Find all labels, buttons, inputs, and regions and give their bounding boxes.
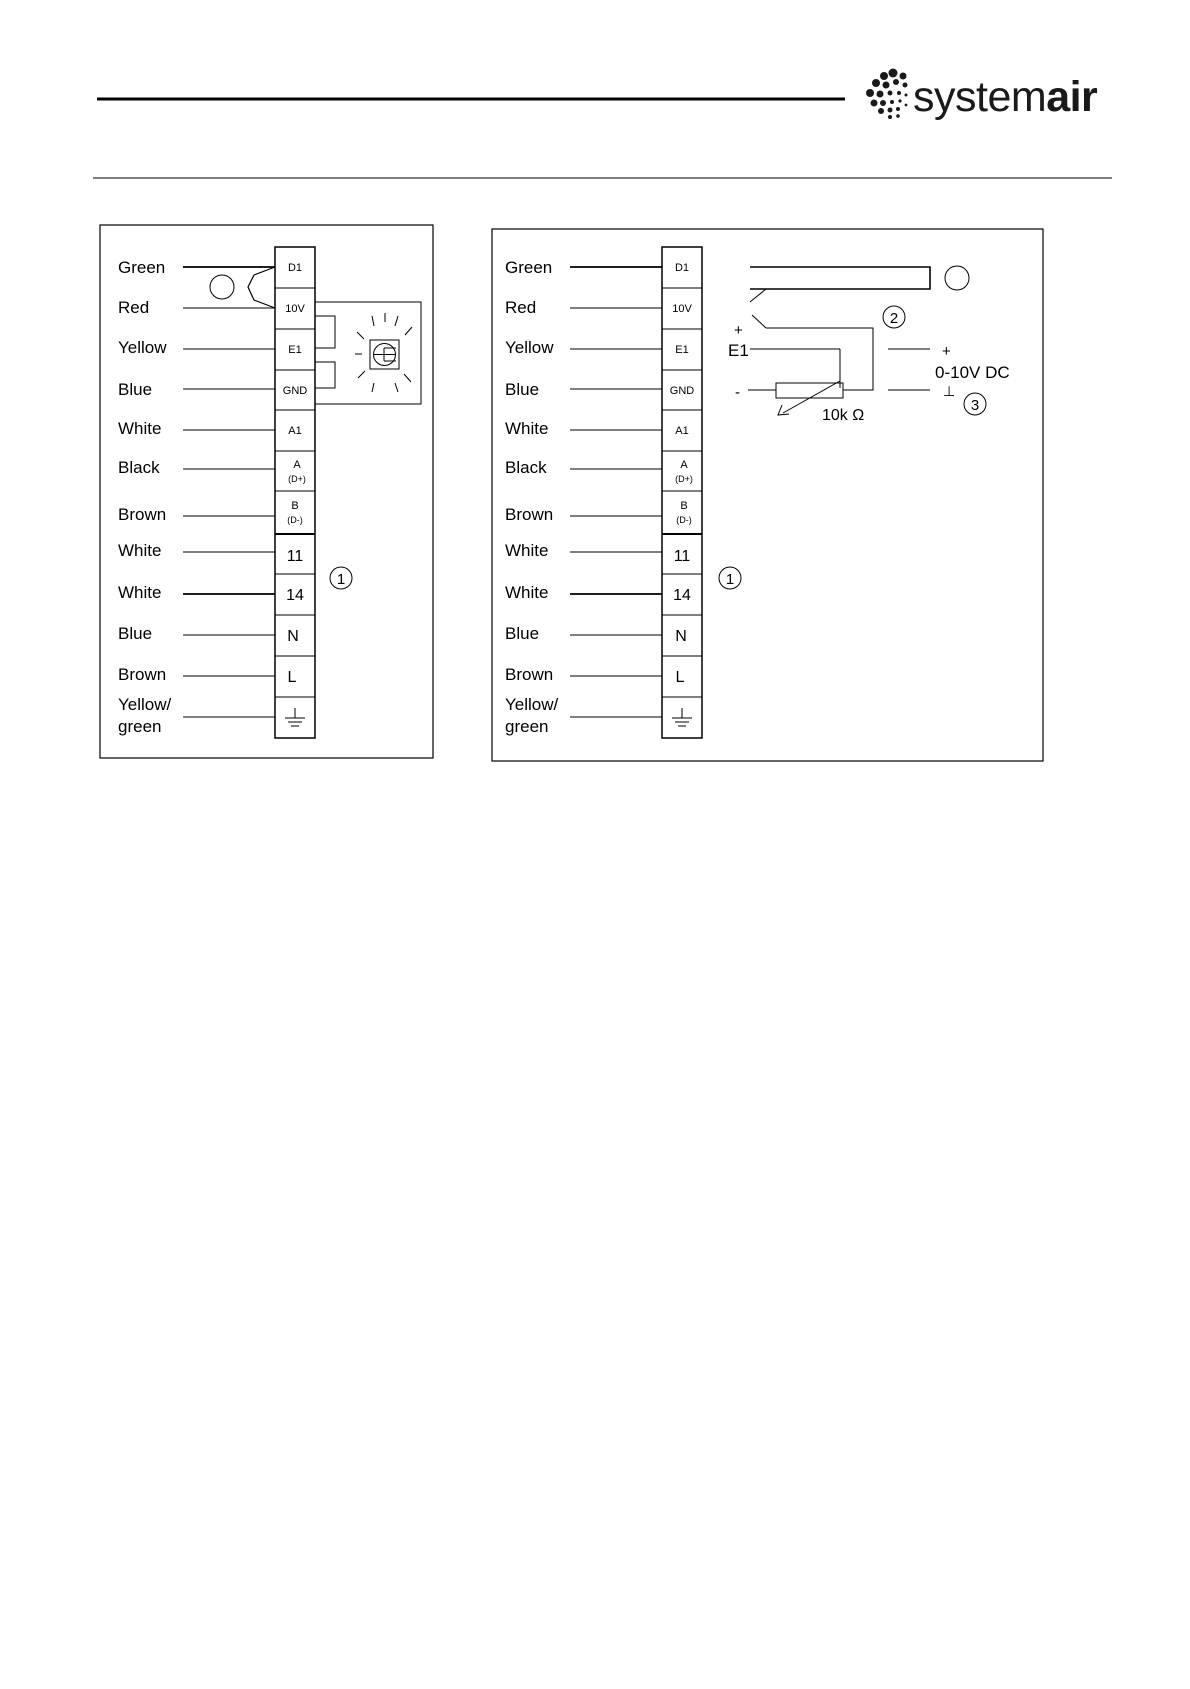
label-brown-l: Brown <box>118 665 167 684</box>
label-yellow: Yellow <box>118 338 167 357</box>
left-terminal-block <box>275 247 315 738</box>
callout-1-left: 1 <box>336 571 346 588</box>
terminal-b-sub-r: (D-) <box>676 515 692 525</box>
terminal-d1-r: D1 <box>674 262 690 274</box>
terminal-n-r: N <box>675 628 687 645</box>
plus-sign-e1: + <box>734 322 743 339</box>
label-white-a1: White <box>118 419 162 438</box>
label-yellow-green-1-r: Yellow/ <box>505 695 559 714</box>
label-black-r: Black <box>505 458 547 477</box>
terminal-b: B <box>291 500 299 512</box>
terminal-11: 11 <box>286 548 304 565</box>
terminal-a1: A1 <box>288 425 302 437</box>
terminal-a1-r: A1 <box>675 425 689 437</box>
callout-3: 3 <box>970 397 980 414</box>
callout-2: 2 <box>889 310 899 327</box>
callout-1-right: 1 <box>725 571 735 588</box>
terminal-14-r: 14 <box>673 587 691 604</box>
terminal-10v: 10V <box>285 303 305 315</box>
label-white-14-r: White <box>505 583 549 602</box>
logo-system: system <box>913 73 1047 121</box>
terminal-e1: E1 <box>288 344 302 356</box>
terminal-a-sub-r: (D+) <box>675 474 693 484</box>
label-white-11: White <box>118 541 162 560</box>
jumper-wire <box>248 267 275 308</box>
systemair-logo <box>866 69 1098 122</box>
label-yellow-green-1: Yellow/ <box>118 695 172 714</box>
logo-dots-icon <box>866 69 908 120</box>
label-yellow-green-2-r: green <box>505 717 549 736</box>
d1-loop-circle-icon <box>945 266 969 290</box>
terminal-14: 14 <box>286 587 304 604</box>
terminal-a-sub: (D+) <box>288 474 306 484</box>
right-wires <box>570 267 662 717</box>
label-blue-n: Blue <box>118 624 153 643</box>
label-green-r: Green <box>505 258 553 277</box>
label-brown-l-r: Brown <box>505 665 554 684</box>
label-black: Black <box>118 458 160 477</box>
right-frame <box>492 229 1043 761</box>
label-green: Green <box>118 258 166 277</box>
earth-ground-icon-r <box>672 708 692 726</box>
label-brown-b: Brown <box>118 505 167 524</box>
label-blue-r: Blue <box>505 380 540 399</box>
logo-wordmark <box>913 73 1098 121</box>
terminal-l-r: L <box>675 669 685 686</box>
left-diagram <box>100 225 433 758</box>
left-wires <box>183 267 275 717</box>
label-red-r: Red <box>505 298 537 317</box>
terminal-e1-r: E1 <box>675 344 689 356</box>
terminal-a: A <box>293 459 301 471</box>
dc-plus-sign: + <box>942 343 951 360</box>
minus-sign: - <box>735 384 740 401</box>
label-yellow-green-2: green <box>118 717 162 736</box>
terminal-gnd-r: GND <box>669 385 695 397</box>
dc-voltage-label: 0-10V DC <box>935 363 1010 382</box>
earth-ground-icon <box>285 708 305 726</box>
external-circuit <box>748 267 930 415</box>
e1-label: E1 <box>728 341 749 360</box>
label-yellow-r: Yellow <box>505 338 554 357</box>
switch-lower <box>752 315 766 328</box>
label-blue-n-r: Blue <box>505 624 540 643</box>
dc-ground-symbol: ⊥ <box>943 383 956 399</box>
potentiometer-box <box>315 302 421 404</box>
label-blue: Blue <box>118 380 153 399</box>
terminal-d1: D1 <box>287 262 303 274</box>
switch-to-ground-wire <box>766 328 873 390</box>
terminal-l: L <box>287 669 297 686</box>
logo-air: air <box>1046 73 1098 121</box>
right-diagram <box>492 229 1043 761</box>
label-brown-b-r: Brown <box>505 505 554 524</box>
label-white-a1-r: White <box>505 419 549 438</box>
terminal-gnd: GND <box>282 385 308 397</box>
d1-loop-wire <box>750 267 930 289</box>
jumper-circle-icon <box>210 275 234 299</box>
right-terminal-block <box>662 247 702 738</box>
resistor-label: 10k Ω <box>822 407 865 424</box>
terminal-n: N <box>287 628 299 645</box>
terminal-b-sub: (D-) <box>287 515 303 525</box>
label-red: Red <box>118 298 150 317</box>
label-white-14: White <box>118 583 162 602</box>
terminal-b-r: B <box>680 500 688 512</box>
label-white-11-r: White <box>505 541 549 560</box>
rotary-dial-icon <box>355 313 412 392</box>
terminal-11-r: 11 <box>673 548 691 565</box>
switch-upper <box>750 289 766 302</box>
terminal-a-r: A <box>680 459 688 471</box>
terminal-10v-r: 10V <box>672 303 692 315</box>
